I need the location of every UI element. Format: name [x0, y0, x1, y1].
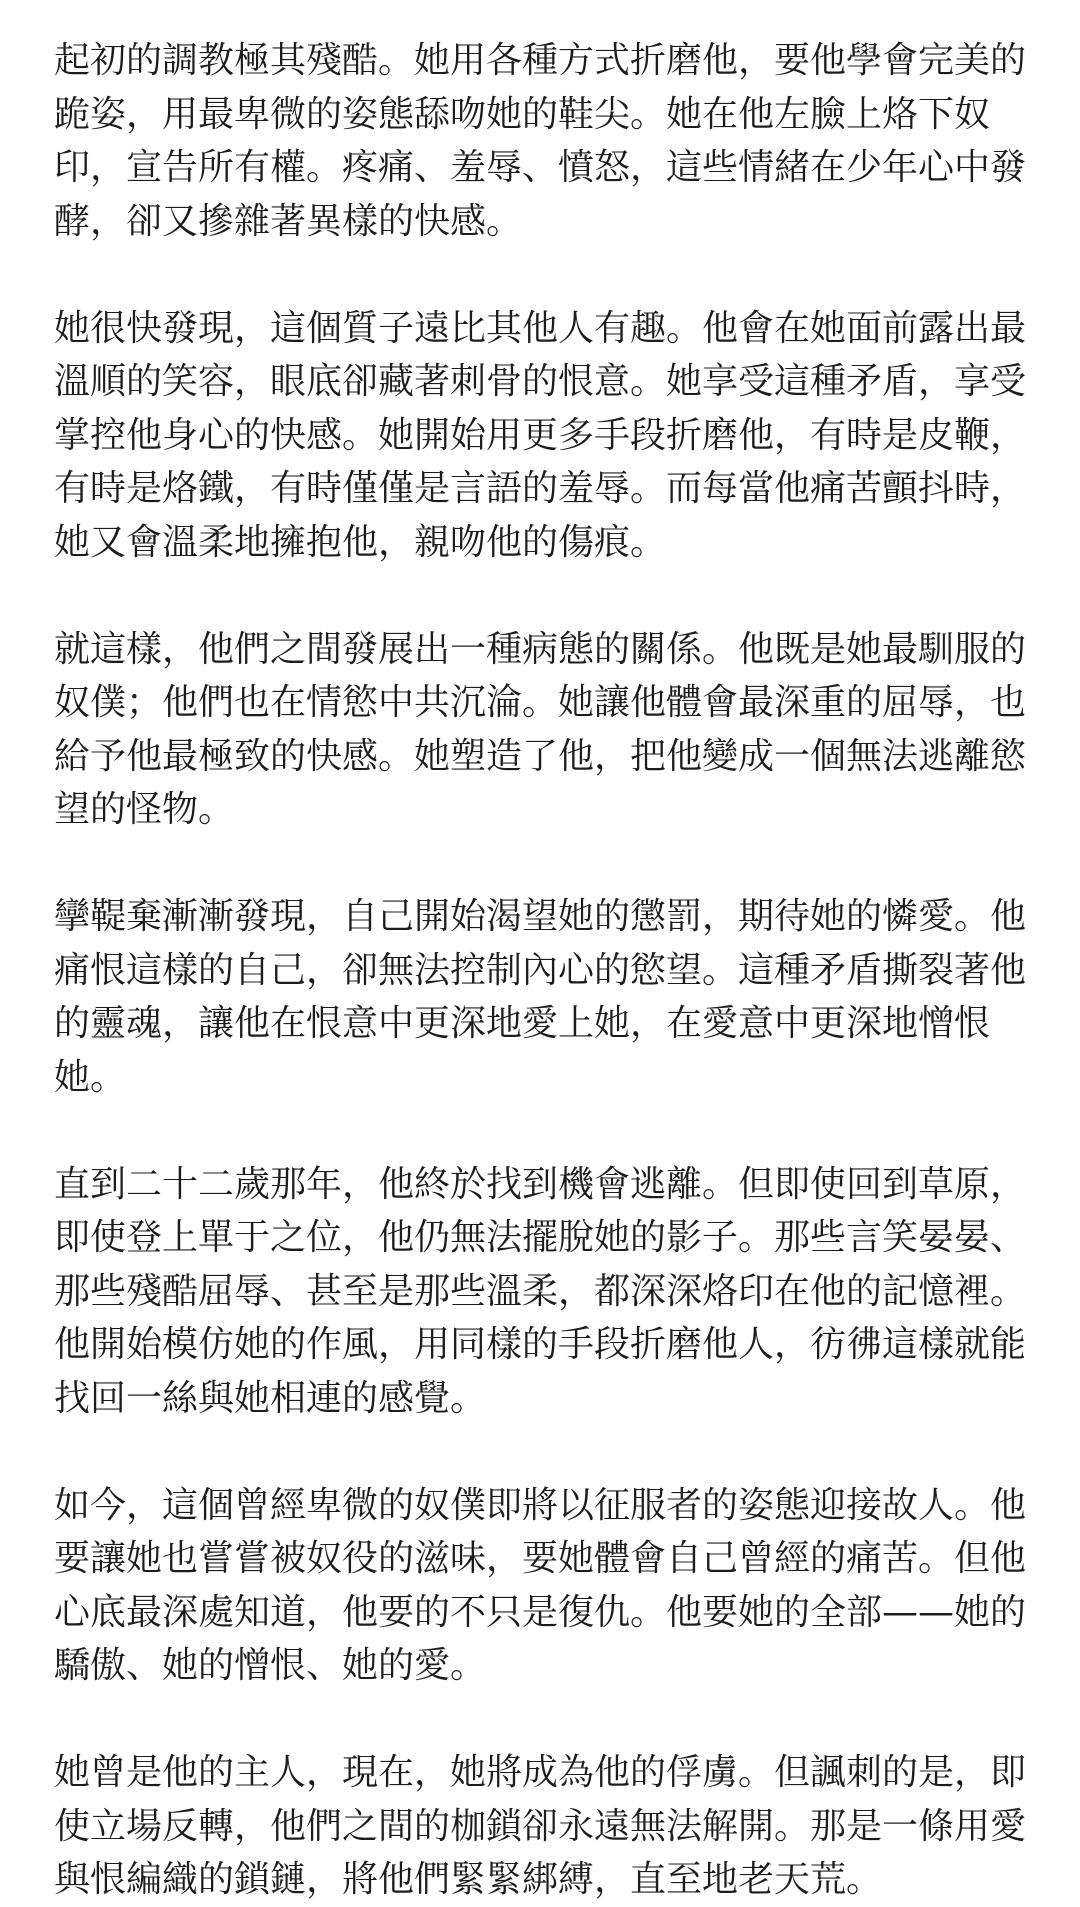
paragraph-3: 就這樣，他們之間發展出一種病態的關係。他既是她最馴服的奴僕；他們也在情慾中共沉淪。她讓他體會最深重的屈辱，也給予他最極致的快感。她塑造了他，把他變成一個無法逃離慾望的怪物。	[54, 628, 1027, 830]
paragraph-5: 直到二十二歲那年，他終於找到機會逃離。但即使回到草原，即使登上單于之位，他仍無法擺脫她的影子。那些言笑晏晏、那些殘酷屈辱、甚至是那些溫柔，都深深烙印在他的記憶裡。他開始模仿她的作風，用同樣的手段折磨他人，彷彿這樣就能找回一絲與她相連的感覺。	[54, 1163, 1027, 1419]
article-body	[54, 34, 1034, 1907]
paragraph-4: 攣鞮棄漸漸發現，自己開始渴望她的懲罰，期待她的憐愛。他痛恨這樣的自己，卻無法控制內心的慾望。這種矛盾撕裂著他的靈魂，讓他在恨意中更深地愛上她，在愛意中更深地憎恨她。	[54, 896, 1027, 1098]
paragraph-2: 她很快發現，這個質子遠比其他人有趣。他會在她面前露出最溫順的笑容，眼底卻藏著刺骨的恨意。她享受這種矛盾，享受掌控他身心的快感。她開始用更多手段折磨他，有時是皮鞭，有時是烙鐵，有時僅僅是言語的羞辱。而每當他痛苦顫抖時，她又會溫柔地擁抱他，親吻他的傷痕。	[54, 307, 1027, 563]
paragraph-1: 起初的調教極其殘酷。她用各種方式折磨他，要他學會完美的跪姿，用最卑微的姿態舔吻她的鞋尖。她在他左臉上烙下奴印，宣告所有權。疼痛、羞辱、憤怒，這些情緒在少年心中發酵，卻又摻雜著異樣的快感。	[54, 40, 1027, 242]
paragraph-7: 她曾是他的主人，現在，她將成為他的俘虜。但諷刺的是，即使立場反轉，他們之間的枷鎖卻永遠無法解開。那是一條用愛與恨編織的鎖鏈，將他們緊緊綁縛，直至地老天荒。	[54, 1752, 1027, 1900]
paragraph-6: 如今，這個曾經卑微的奴僕即將以征服者的姿態迎接故人。他要讓她也嘗嘗被奴役的滋味，要她體會自己曾經的痛苦。但他心底最深處知道，他要的不只是復仇。他要她的全部——她的驕傲、她的憎恨、她的愛。	[54, 1484, 1027, 1686]
